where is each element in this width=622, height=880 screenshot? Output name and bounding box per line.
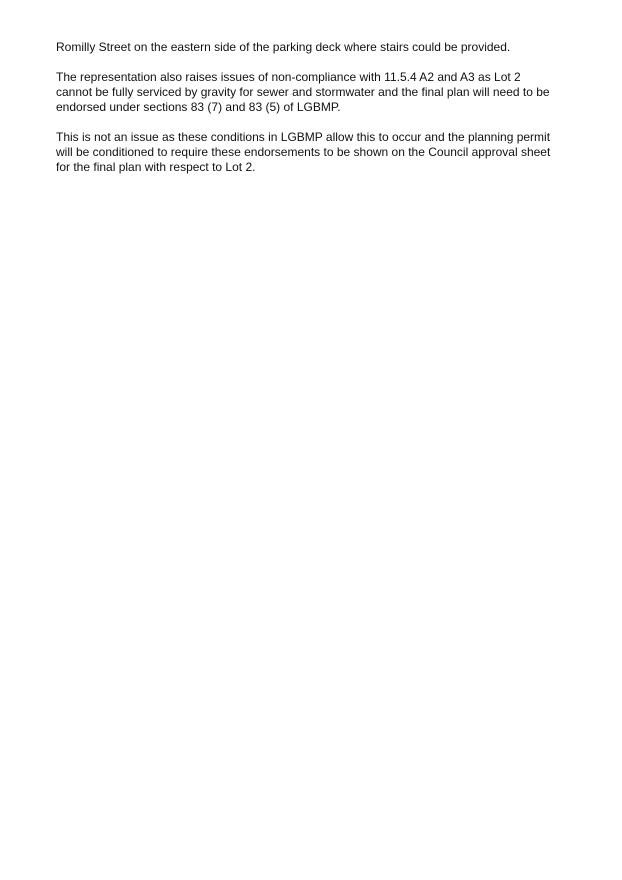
paragraph-line: This is not an issue as these conditions in LGBMP allow this to occur and the planning permit — [56, 130, 551, 144]
paragraph-line: The representation also raises issues of non-compliance with 11.5.4 A2 and A3 as Lot 2 — [56, 70, 521, 84]
paragraph-conditions — [56, 130, 576, 175]
document-body — [56, 40, 576, 190]
paragraph-non-compliance — [56, 70, 576, 115]
paragraph-line: Romilly Street on the eastern side of the parking deck where stairs could be provided. — [56, 40, 511, 54]
paragraph-line: will be conditioned to require these endorsements to be shown on the Council approval sheet — [56, 145, 551, 159]
paragraph-line: cannot be fully serviced by gravity for sewer and stormwater and the final plan will need to be — [56, 85, 550, 99]
paragraph-line: for the final plan with respect to Lot 2. — [56, 160, 256, 174]
paragraph-stairs — [56, 40, 576, 55]
paragraph-line: endorsed under sections 83 (7) and 83 (5) of LGBMP. — [56, 100, 341, 114]
